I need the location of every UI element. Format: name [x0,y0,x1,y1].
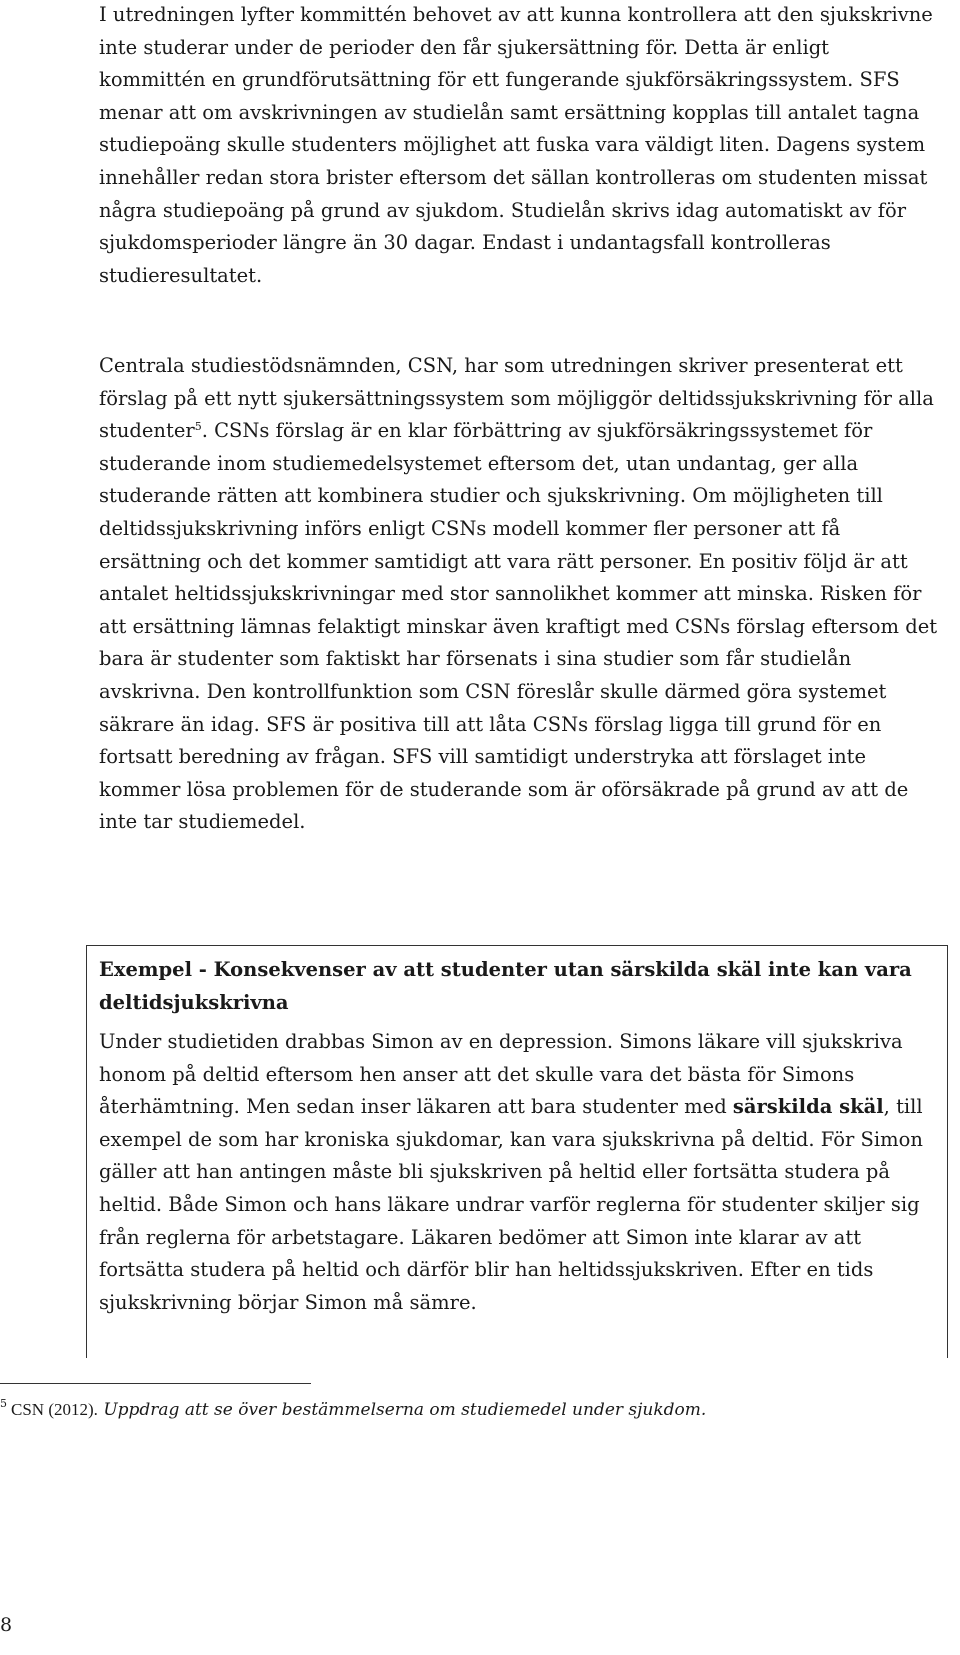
paragraph-csn-forslag [99,350,939,839]
footnote-reference[interactable]: 5 [194,420,202,434]
footnote-source: CSN (2012). [11,1400,98,1419]
paragraph-csn-text-start: Centrala studiestödsnämnden, CSN, har som utredningen skriver presenterat ett förslag på ett nytt sjukersättningssystem som möjliggör deltidssjukskrivning för alla studenter [99,354,934,443]
example-box [86,945,948,1358]
example-box-body [99,1026,944,1319]
page-number: 8 [0,1614,13,1636]
example-body-end: , till exempel de som har kroniska sjukdomar, kan vara sjukskrivna på deltid. För Simon gäller att han antingen måste bli sjukskriven på heltid eller fortsätta studera på heltid. Både Simon och hans läkare undrar varför reglerna för studenter skiljer sig från reglerna för arbetstagare. Läkaren bedömer att Simon inte klarar av att fortsätta studera på heltid och därför blir han heltidssjukskriven. Efter en tids sjukskrivning börjar Simon må sämre. [99,1095,923,1314]
footnote [0,1398,940,1422]
example-body-start: Under studietiden drabbas Simon av en depression. Simons läkare vill sjukskriva honom på deltid eftersom hen anser att det skulle vara det bästa för Simons återhämtning. Men sedan inser läkaren att bara studenter med [99,1030,903,1119]
example-box-title: Exempel - Konsekvenser av att studenter utan särskilda skäl inte kan vara deltidsjukskrivna [99,958,912,1014]
footnote-title: Uppdrag att se över bestämmelserna om studiemedel under sjukdom. [103,1400,707,1420]
example-body-bold: särskilda skäl [732,1095,884,1119]
paragraph-kontroll: I utredningen lyfter kommittén behovet av att kunna kontrollera att den sjukskrivne inte studerar under de perioder den får sjukersättning för. Detta är enligt kommittén en grundförutsättning för ett fungerande sjukförsäkringssystem. SFS menar att om avskrivningen av studielån samt ersättning kopplas till antalet tagna studiepoäng skulle studenters möjlighet att fuska vara väldigt liten. Dagens system innehåller redan stora brister eftersom det sällan kontrolleras om studenten missat några studiepoäng på grund av sjukdom. Studielån skrivs idag automatiskt av för sjukdomsperioder längre än 30 dagar. Endast i undantagsfall kontrolleras studieresultatet. [99,3,933,287]
footnote-number: 5 [0,1397,7,1410]
paragraph-csn-text-end: . CSNs förslag är en klar förbättring av sjukförsäkringssystemet för studerande inom studiemedelsystemet eftersom det, utan undantag, ger alla studerande rätten att kombinera studier och sjukskrivning. Om möjligheten till deltidssjukskrivning införs enligt CSNs modell kommer fler personer att få ersättning och det kommer samtidigt att vara rätt personer. En positiv följd är att antalet heltidssjukskrivningar med stor sannolikhet kommer att minska. Risken för att ersättning lämnas felaktigt minskar även kraftigt med CSNs förslag eftersom det bara är studenter som faktiskt har försenats i sina studier som får studielån avskrivna. Den kontrollfunktion som CSN föreslår skulle därmed göra systemet säkrare än idag. SFS är positiva till att låta CSNs förslag ligga till grund för en fortsatt beredning av frågan. SFS vill samtidigt understryka att förslaget inte kommer lösa problemen för de studerande som är oförsäkrade på grund av att de inte tar studiemedel. [99,419,938,834]
footnote-divider [0,1383,311,1384]
